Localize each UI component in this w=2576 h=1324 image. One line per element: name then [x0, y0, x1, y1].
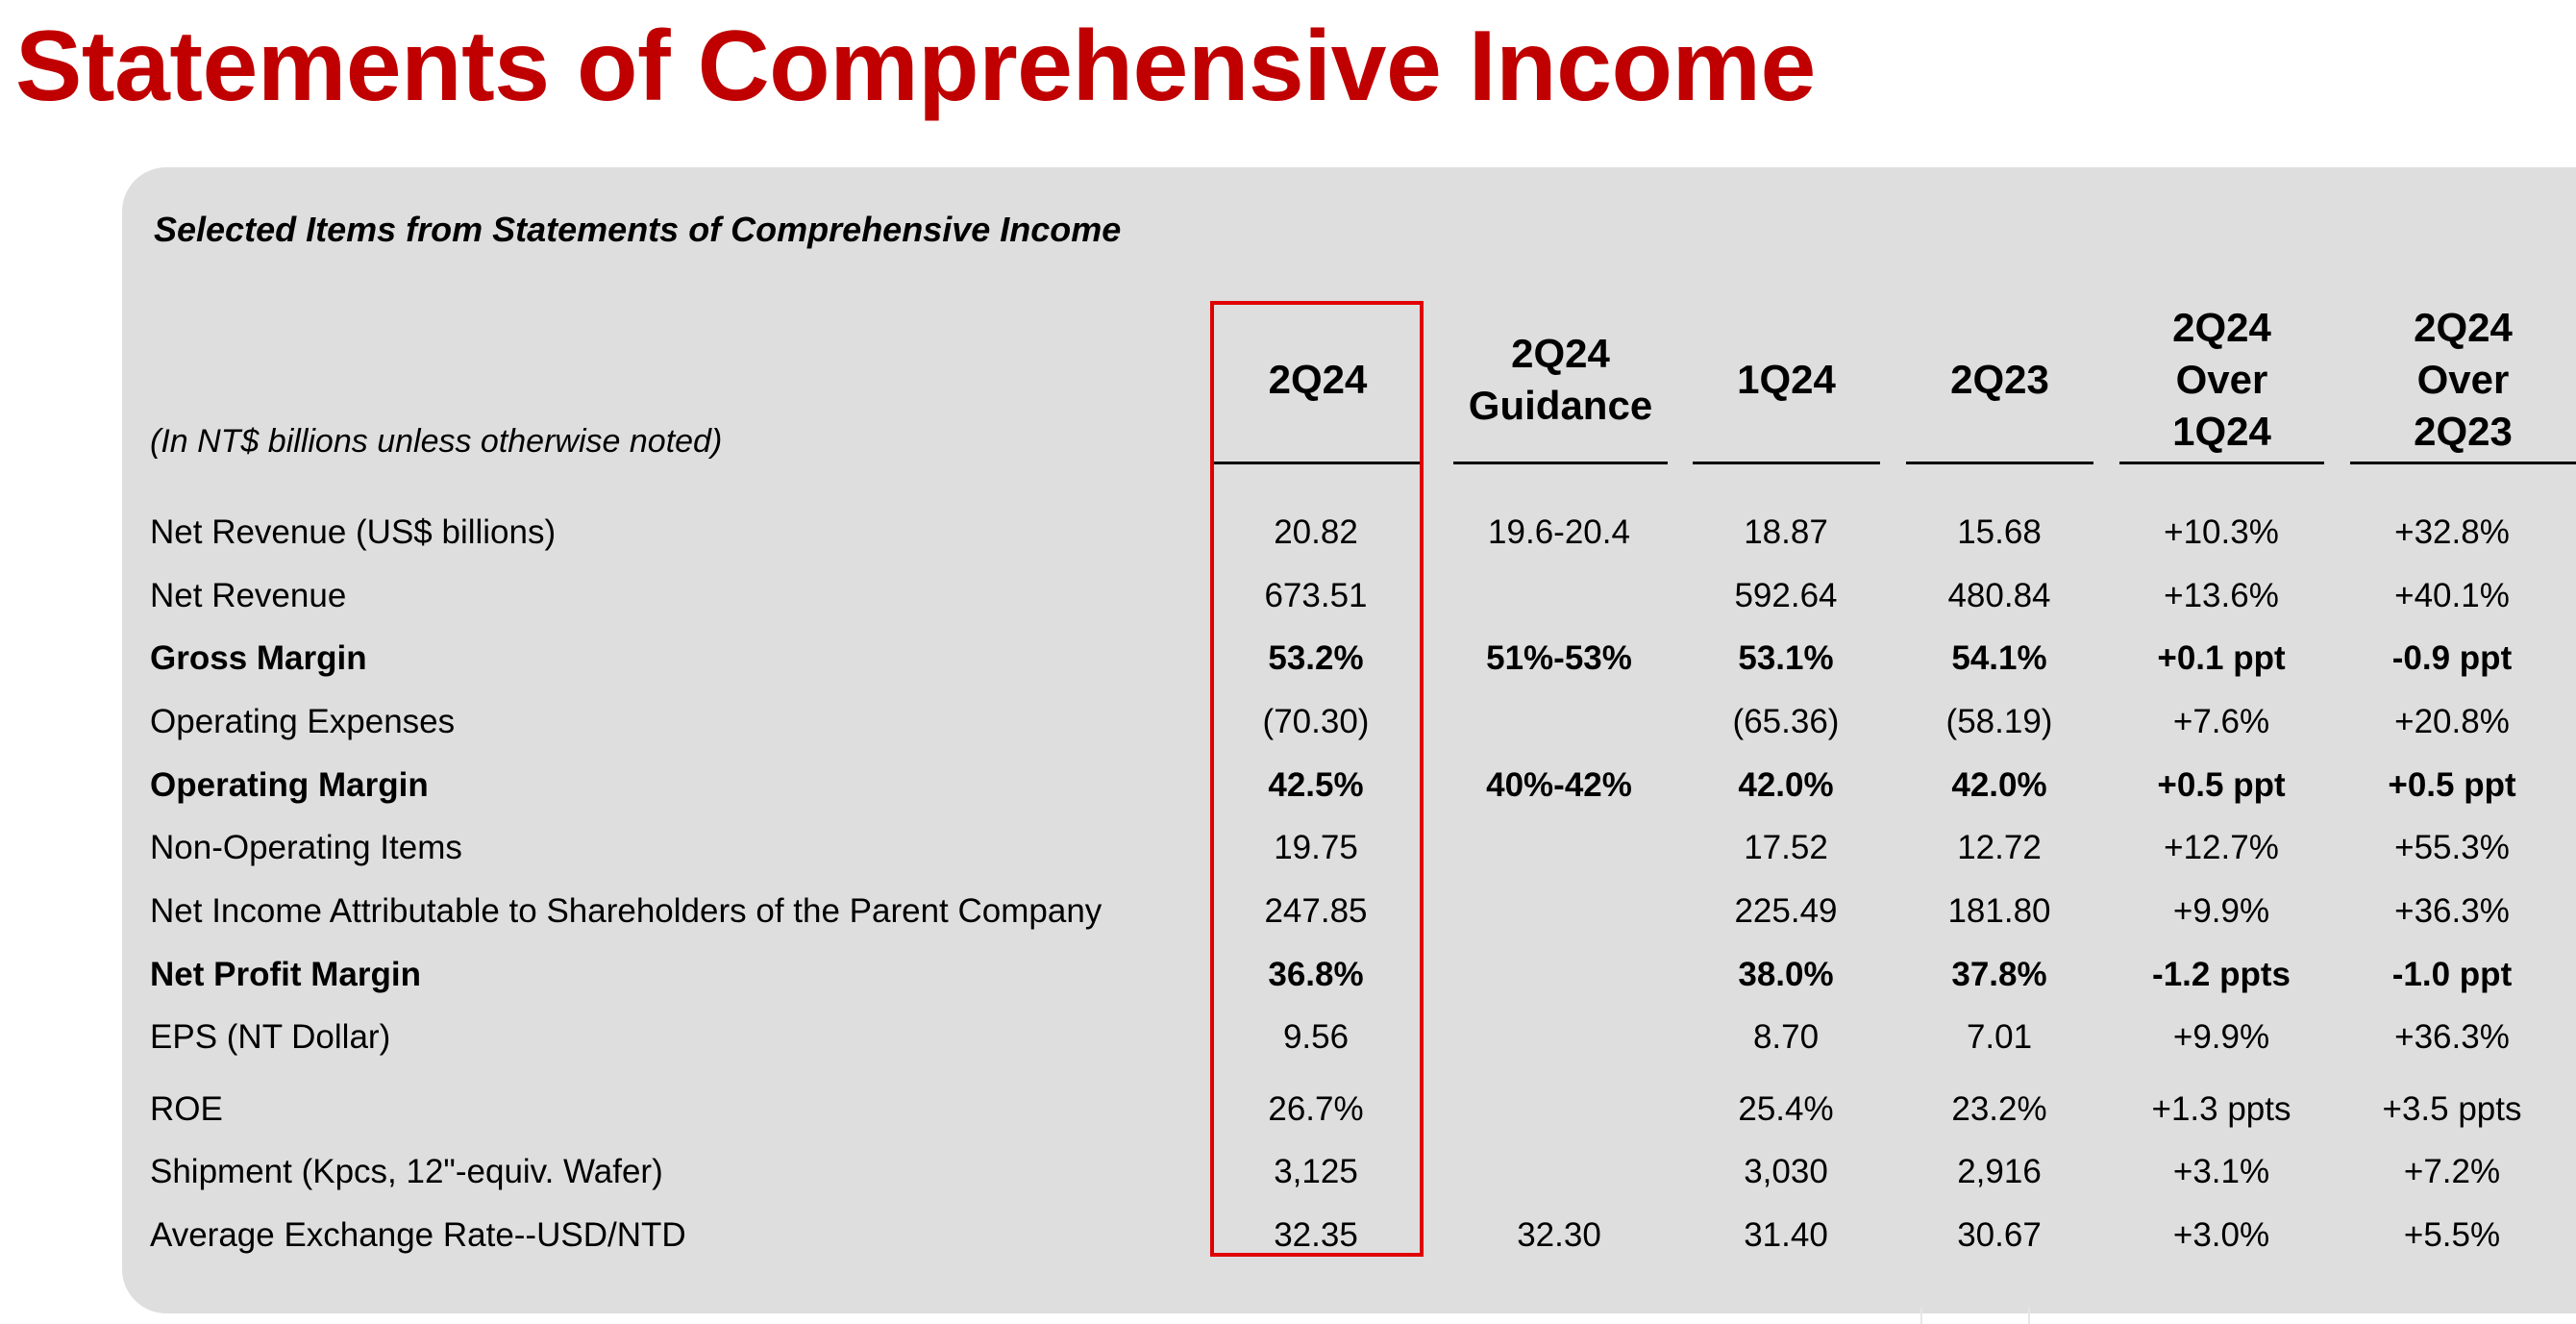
table-cell: 53.1% — [1738, 639, 1834, 677]
column-header-line: 2Q24 — [2414, 305, 2513, 351]
table-cell: 3,125 — [1274, 1153, 1358, 1190]
table-cell: +9.9% — [2172, 892, 2270, 930]
table-cell: +1.3 ppts — [2151, 1090, 2291, 1128]
column-header — [1453, 298, 1668, 462]
table-cell: (70.30) — [1262, 703, 1370, 740]
table-cell: +0.1 ppt — [2157, 639, 2286, 677]
current-quarter-highlight-box — [1210, 301, 1424, 1257]
table-cell: +9.9% — [2172, 1018, 2270, 1056]
table-cell: 31.40 — [1744, 1216, 1828, 1254]
table-cell: 592.64 — [1734, 577, 1838, 614]
table-cell: 9.56 — [1282, 1018, 1350, 1056]
row-label: Net Profit Margin — [150, 956, 421, 993]
column-header-rule — [2350, 462, 2576, 464]
table-cell: +0.5 ppt — [2157, 766, 2286, 804]
table-cell: 8.70 — [1752, 1018, 1820, 1056]
table-cell: 40%-42% — [1486, 766, 1632, 804]
column-header-line: Over — [2175, 357, 2268, 403]
table-cell: 25.4% — [1738, 1090, 1834, 1128]
table-cell: 38.0% — [1738, 956, 1834, 993]
row-label: EPS (NT Dollar) — [150, 1018, 391, 1056]
row-label: Operating Expenses — [150, 703, 456, 740]
column-header — [1693, 298, 1880, 462]
table-cell: 19.75 — [1274, 829, 1358, 866]
table-cell: 30.67 — [1957, 1216, 2042, 1254]
table-cell: 26.7% — [1268, 1090, 1364, 1128]
column-header-rule — [2119, 462, 2324, 464]
column-header-line: Over — [2416, 357, 2510, 403]
table-cell: 51%-53% — [1486, 639, 1632, 677]
table-cell: -1.0 ppt — [2391, 956, 2513, 993]
table-cell: +3.1% — [2172, 1153, 2270, 1190]
row-label: Operating Margin — [150, 766, 429, 804]
table-cell: +32.8% — [2394, 513, 2510, 551]
table-cell: 42.0% — [1738, 766, 1834, 804]
table-cell: 2,916 — [1957, 1153, 2042, 1190]
column-header-line: 1Q24 — [1737, 357, 1836, 403]
table-cell: 19.6-20.4 — [1488, 513, 1630, 551]
table-cell: -0.9 ppt — [2391, 639, 2513, 677]
table-cell: 247.85 — [1264, 892, 1368, 930]
table-cell: +20.8% — [2394, 703, 2510, 740]
table-cell: 54.1% — [1951, 639, 2047, 677]
row-label: ROE — [150, 1090, 223, 1128]
table-cell: 42.5% — [1268, 766, 1364, 804]
column-header — [2119, 298, 2324, 462]
table-cell: 23.2% — [1951, 1090, 2047, 1128]
table-cell: 7.01 — [1966, 1018, 2033, 1056]
row-label: Net Income Attributable to Shareholders of the Parent Company — [150, 892, 1102, 930]
table-cell: 3,030 — [1744, 1153, 1828, 1190]
column-header-line: 1Q24 — [2172, 408, 2271, 454]
table-cell: (65.36) — [1732, 703, 1840, 740]
column-header-rule — [1906, 462, 2093, 464]
row-label: Net Revenue (US$ billions) — [150, 513, 557, 551]
table-cell: +13.6% — [2164, 577, 2279, 614]
row-label: Gross Margin — [150, 639, 367, 677]
table-cell: +0.5 ppt — [2388, 766, 2516, 804]
column-header-line: 2Q24 — [1511, 331, 1610, 377]
table-cell: 53.2% — [1268, 639, 1364, 677]
table-cell: 37.8% — [1951, 956, 2047, 993]
table-cell: +12.7% — [2164, 829, 2279, 866]
row-label: Net Revenue — [150, 577, 347, 614]
column-header-rule — [1453, 462, 1668, 464]
row-label: Average Exchange Rate--USD/NTD — [150, 1216, 686, 1254]
table-cell: 32.35 — [1274, 1216, 1358, 1254]
table-cell: (58.19) — [1945, 703, 2053, 740]
column-header-line: 2Q24 — [2172, 305, 2271, 351]
table-cell: 12.72 — [1957, 829, 2042, 866]
table-cell: +36.3% — [2394, 1018, 2510, 1056]
row-label: Non-Operating Items — [150, 829, 462, 866]
frame-divider — [2028, 1308, 2030, 1324]
table-cell: -1.2 ppts — [2152, 956, 2291, 993]
table-cell: +36.3% — [2394, 892, 2510, 930]
column-header — [2350, 298, 2576, 462]
column-header-line: Guidance — [1468, 383, 1653, 428]
table-cell: +7.6% — [2172, 703, 2270, 740]
column-header — [1906, 298, 2093, 462]
table-cell: 17.52 — [1744, 829, 1828, 866]
table-cell: 42.0% — [1951, 766, 2047, 804]
table-cell: +7.2% — [2403, 1153, 2501, 1190]
table-cell: +3.5 ppts — [2382, 1090, 2522, 1128]
column-header-rule — [1693, 462, 1880, 464]
table-cell: +3.0% — [2172, 1216, 2270, 1254]
table-cell: 18.87 — [1744, 513, 1828, 551]
table-cell: 673.51 — [1264, 577, 1368, 614]
table-cell: 225.49 — [1734, 892, 1838, 930]
row-label: Shipment (Kpcs, 12"-equiv. Wafer) — [150, 1153, 663, 1190]
panel-title: Selected Items from Statements of Comprehensive Income — [154, 210, 1122, 249]
table-cell: 480.84 — [1947, 577, 2051, 614]
table-cell: 20.82 — [1274, 513, 1358, 551]
page-title: Statements of Comprehensive Income — [15, 11, 1816, 122]
table-cell: +5.5% — [2403, 1216, 2501, 1254]
frame-divider — [1920, 1308, 1922, 1324]
column-header-line: 2Q24 — [1268, 357, 1368, 403]
table-cell: +40.1% — [2394, 577, 2510, 614]
table-cell: 32.30 — [1517, 1216, 1601, 1254]
table-cell: 181.80 — [1947, 892, 2051, 930]
table-cell: +55.3% — [2394, 829, 2510, 866]
table-cell: +10.3% — [2164, 513, 2279, 551]
table-cell: 36.8% — [1268, 956, 1364, 993]
column-header-line: 2Q23 — [2414, 408, 2513, 454]
column-header-line: 2Q23 — [1950, 357, 2049, 403]
table-cell: 15.68 — [1957, 513, 2042, 551]
units-note: (In NT$ billions unless otherwise noted) — [150, 423, 723, 460]
